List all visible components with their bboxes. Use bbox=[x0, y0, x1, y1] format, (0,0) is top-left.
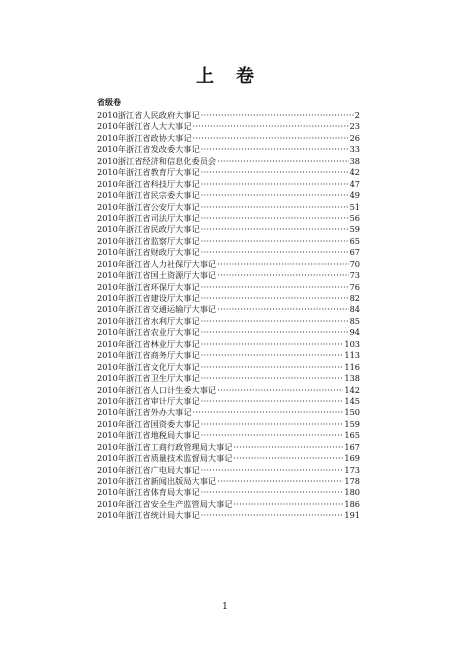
toc-dot-leader bbox=[233, 453, 343, 464]
toc-entry-title: 2010年浙江省体育局大事记 bbox=[97, 487, 200, 498]
toc-entry-page: 65 bbox=[349, 235, 360, 246]
toc-entry[interactable] bbox=[97, 453, 360, 464]
toc-entry[interactable] bbox=[97, 430, 360, 441]
toc-entry-title: 2010年浙江省林业厅大事记 bbox=[97, 338, 200, 349]
toc-entry-title: 2010年浙江省环保厅大事记 bbox=[97, 281, 200, 292]
toc-entry-title: 2010年浙江省公安厅大事记 bbox=[97, 201, 200, 212]
toc-dot-leader bbox=[193, 133, 349, 144]
toc-dot-leader bbox=[217, 385, 343, 396]
toc-dot-leader bbox=[201, 362, 344, 373]
toc-entry-page: 67 bbox=[349, 247, 360, 258]
toc-dot-leader bbox=[233, 442, 343, 453]
toc-entry[interactable] bbox=[97, 442, 360, 453]
toc-dot-leader bbox=[201, 247, 349, 258]
toc-entry[interactable] bbox=[97, 327, 360, 338]
toc-entry-page: 84 bbox=[349, 304, 360, 315]
toc-entry[interactable] bbox=[97, 465, 360, 476]
toc-entry-title: 2010年浙江省司法厅大事记 bbox=[97, 212, 200, 223]
toc-entry[interactable] bbox=[97, 179, 360, 190]
toc-entry-title: 2010年浙江省国资委大事记 bbox=[97, 418, 200, 429]
toc-entry[interactable] bbox=[97, 385, 360, 396]
toc-entry-page: 103 bbox=[344, 338, 360, 349]
toc-dot-leader bbox=[193, 407, 344, 418]
toc-dot-leader bbox=[201, 293, 349, 304]
toc-entry-page: 165 bbox=[344, 430, 360, 441]
toc-entry-page: 49 bbox=[349, 190, 360, 201]
toc-entry-title: 2010年浙江省民政厅大事记 bbox=[97, 224, 200, 235]
toc-entry-page: 56 bbox=[349, 212, 360, 223]
table-of-contents bbox=[97, 110, 360, 522]
toc-dot-leader bbox=[201, 282, 349, 293]
toc-dot-leader bbox=[201, 167, 349, 178]
toc-dot-leader bbox=[201, 396, 344, 407]
toc-entry[interactable] bbox=[97, 144, 360, 155]
toc-entry-page: 145 bbox=[344, 395, 360, 406]
toc-entry[interactable] bbox=[97, 304, 360, 315]
toc-entry[interactable] bbox=[97, 190, 360, 201]
toc-entry-page: 23 bbox=[349, 121, 360, 132]
toc-entry-title: 2010年浙江省交通运输厅大事记 bbox=[97, 304, 217, 315]
toc-dot-leader bbox=[217, 304, 348, 315]
toc-entry-title: 2010浙江省经济和信息化委员会 bbox=[97, 155, 217, 166]
toc-entry-page: 150 bbox=[344, 407, 360, 418]
toc-dot-leader bbox=[201, 350, 344, 361]
toc-entry-title: 2010年浙江省人大大事记 bbox=[97, 121, 192, 132]
toc-entry-page: 142 bbox=[344, 384, 360, 395]
toc-entry-page: 186 bbox=[344, 498, 360, 509]
toc-entry-page: 178 bbox=[344, 476, 360, 486]
toc-entry[interactable] bbox=[97, 499, 360, 510]
toc-entry[interactable] bbox=[97, 224, 360, 235]
toc-entry[interactable] bbox=[97, 213, 360, 224]
toc-entry-page: 76 bbox=[349, 281, 360, 292]
toc-dot-leader bbox=[201, 179, 349, 190]
toc-entry-title: 2010年浙江省外办大事记 bbox=[97, 407, 192, 418]
toc-entry-page: 169 bbox=[344, 453, 360, 464]
toc-entry-page: 85 bbox=[349, 315, 360, 326]
toc-entry[interactable] bbox=[97, 202, 360, 213]
toc-entry[interactable] bbox=[97, 487, 360, 498]
toc-entry-title: 2010年浙江省质量技术监督局大事记 bbox=[97, 453, 233, 464]
toc-dot-leader bbox=[201, 213, 349, 224]
page-number: 1 bbox=[222, 602, 228, 612]
toc-entry-page: 173 bbox=[344, 464, 360, 475]
toc-entry-title: 2010年浙江省广电局大事记 bbox=[97, 464, 200, 475]
toc-dot-leader bbox=[217, 156, 348, 167]
page-title: 上卷 bbox=[196, 66, 276, 87]
toc-entry[interactable] bbox=[97, 247, 360, 258]
toc-entry-page: 191 bbox=[344, 510, 360, 521]
toc-entry[interactable] bbox=[97, 419, 360, 430]
toc-dot-leader bbox=[201, 373, 344, 384]
toc-dot-leader bbox=[201, 144, 349, 155]
toc-dot-leader bbox=[201, 339, 344, 350]
toc-entry[interactable] bbox=[97, 270, 360, 281]
toc-entry[interactable] bbox=[97, 156, 360, 167]
toc-entry-title: 2010年浙江省卫生厅大事记 bbox=[97, 373, 200, 384]
toc-entry-title: 2010年浙江省人口计生委大事记 bbox=[97, 384, 217, 395]
toc-entry-page: 159 bbox=[344, 418, 360, 429]
toc-entry[interactable] bbox=[97, 293, 360, 304]
toc-dot-leader bbox=[201, 487, 344, 498]
toc-entry-title: 2010年浙江省地税局大事记 bbox=[97, 430, 200, 441]
toc-entry[interactable] bbox=[97, 110, 360, 121]
toc-entry-page: 59 bbox=[349, 224, 360, 235]
toc-dot-leader bbox=[193, 121, 349, 132]
toc-dot-leader bbox=[201, 430, 344, 441]
toc-entry-title: 2010年浙江省教育厅大事记 bbox=[97, 167, 200, 178]
toc-entry-title: 2010年浙江省安全生产监管局大事记 bbox=[97, 498, 233, 509]
toc-entry-page: 47 bbox=[349, 178, 360, 189]
toc-entry-title: 2010年浙江省民宗委大事记 bbox=[97, 190, 200, 201]
toc-entry[interactable] bbox=[97, 510, 360, 521]
toc-entry-title: 2010年浙江省财政厅大事记 bbox=[97, 247, 200, 258]
toc-entry-title: 2010年浙江省人力社保厅大事记 bbox=[97, 258, 217, 269]
toc-dot-leader bbox=[217, 270, 348, 281]
toc-entry-page: 33 bbox=[349, 144, 360, 155]
toc-entry-title: 2010年浙江省科技厅大事记 bbox=[97, 178, 200, 189]
toc-entry-page: 82 bbox=[349, 293, 360, 303]
toc-entry-page: 70 bbox=[349, 258, 360, 269]
toc-entry-page: 51 bbox=[349, 201, 360, 212]
toc-entry-title: 2010年浙江省政协大事记 bbox=[97, 132, 192, 143]
toc-entry[interactable] bbox=[97, 396, 360, 407]
toc-entry-page: 38 bbox=[349, 155, 360, 166]
toc-entry-title: 2010浙江省人民政府大事记 bbox=[97, 110, 200, 120]
toc-entry[interactable] bbox=[97, 316, 360, 327]
toc-entry-page: 167 bbox=[344, 441, 360, 452]
toc-entry[interactable] bbox=[97, 476, 360, 487]
toc-entry-title: 2010年浙江省文化厅大事记 bbox=[97, 361, 200, 372]
toc-entry-page: 94 bbox=[349, 327, 360, 338]
toc-dot-leader bbox=[233, 499, 343, 510]
toc-entry-title: 2010年浙江省商务厅大事记 bbox=[97, 350, 200, 361]
toc-entry-page: 73 bbox=[349, 270, 360, 281]
toc-entry[interactable] bbox=[97, 236, 360, 247]
toc-entry-title: 2010年浙江省国土资源厅大事记 bbox=[97, 270, 217, 281]
toc-entry[interactable] bbox=[97, 339, 360, 350]
toc-dot-leader bbox=[201, 202, 349, 213]
toc-entry-page: 113 bbox=[344, 350, 360, 361]
toc-entry[interactable] bbox=[97, 407, 360, 418]
toc-dot-leader bbox=[201, 316, 349, 327]
toc-dot-leader bbox=[201, 419, 344, 430]
toc-entry-page: 42 bbox=[349, 167, 360, 178]
toc-entry-title: 2010年浙江省新闻出版局大事记 bbox=[97, 476, 217, 486]
toc-entry[interactable] bbox=[97, 121, 360, 132]
toc-entry[interactable] bbox=[97, 133, 360, 144]
toc-dot-leader bbox=[201, 465, 344, 476]
toc-dot-leader bbox=[201, 224, 349, 235]
toc-entry-page: 2 bbox=[354, 110, 360, 120]
toc-entry-title: 2010年浙江省农业厅大事记 bbox=[97, 327, 200, 338]
toc-dot-leader bbox=[217, 476, 343, 487]
toc-entry-page: 138 bbox=[344, 373, 360, 384]
toc-entry[interactable] bbox=[97, 362, 360, 373]
toc-entry-title: 2010年浙江省工商行政管理局大事记 bbox=[97, 441, 233, 452]
toc-entry-page: 116 bbox=[344, 361, 360, 372]
toc-entry-title: 2010年浙江省水利厅大事记 bbox=[97, 315, 200, 326]
toc-entry-title: 2010年浙江省审计厅大事记 bbox=[97, 395, 200, 406]
toc-dot-leader bbox=[201, 510, 344, 521]
toc-entry-title: 2010年浙江省统计局大事记 bbox=[97, 510, 200, 521]
toc-entry[interactable] bbox=[97, 350, 360, 361]
toc-dot-leader bbox=[201, 190, 349, 201]
toc-entry-title: 2010年浙江省建设厅大事记 bbox=[97, 293, 200, 303]
toc-entry-title: 2010年浙江省监察厅大事记 bbox=[97, 235, 200, 246]
toc-entry[interactable] bbox=[97, 373, 360, 384]
section-title: 省级卷 bbox=[97, 98, 121, 107]
toc-entry-title: 2010年浙江省发改委大事记 bbox=[97, 144, 200, 155]
toc-dot-leader bbox=[201, 236, 349, 247]
toc-dot-leader bbox=[201, 110, 354, 121]
toc-dot-leader bbox=[217, 259, 348, 270]
toc-entry[interactable] bbox=[97, 167, 360, 178]
toc-dot-leader bbox=[201, 327, 349, 338]
toc-entry-page: 26 bbox=[349, 132, 360, 143]
toc-entry[interactable] bbox=[97, 259, 360, 270]
toc-entry-page: 180 bbox=[344, 487, 360, 498]
toc-entry[interactable] bbox=[97, 282, 360, 293]
